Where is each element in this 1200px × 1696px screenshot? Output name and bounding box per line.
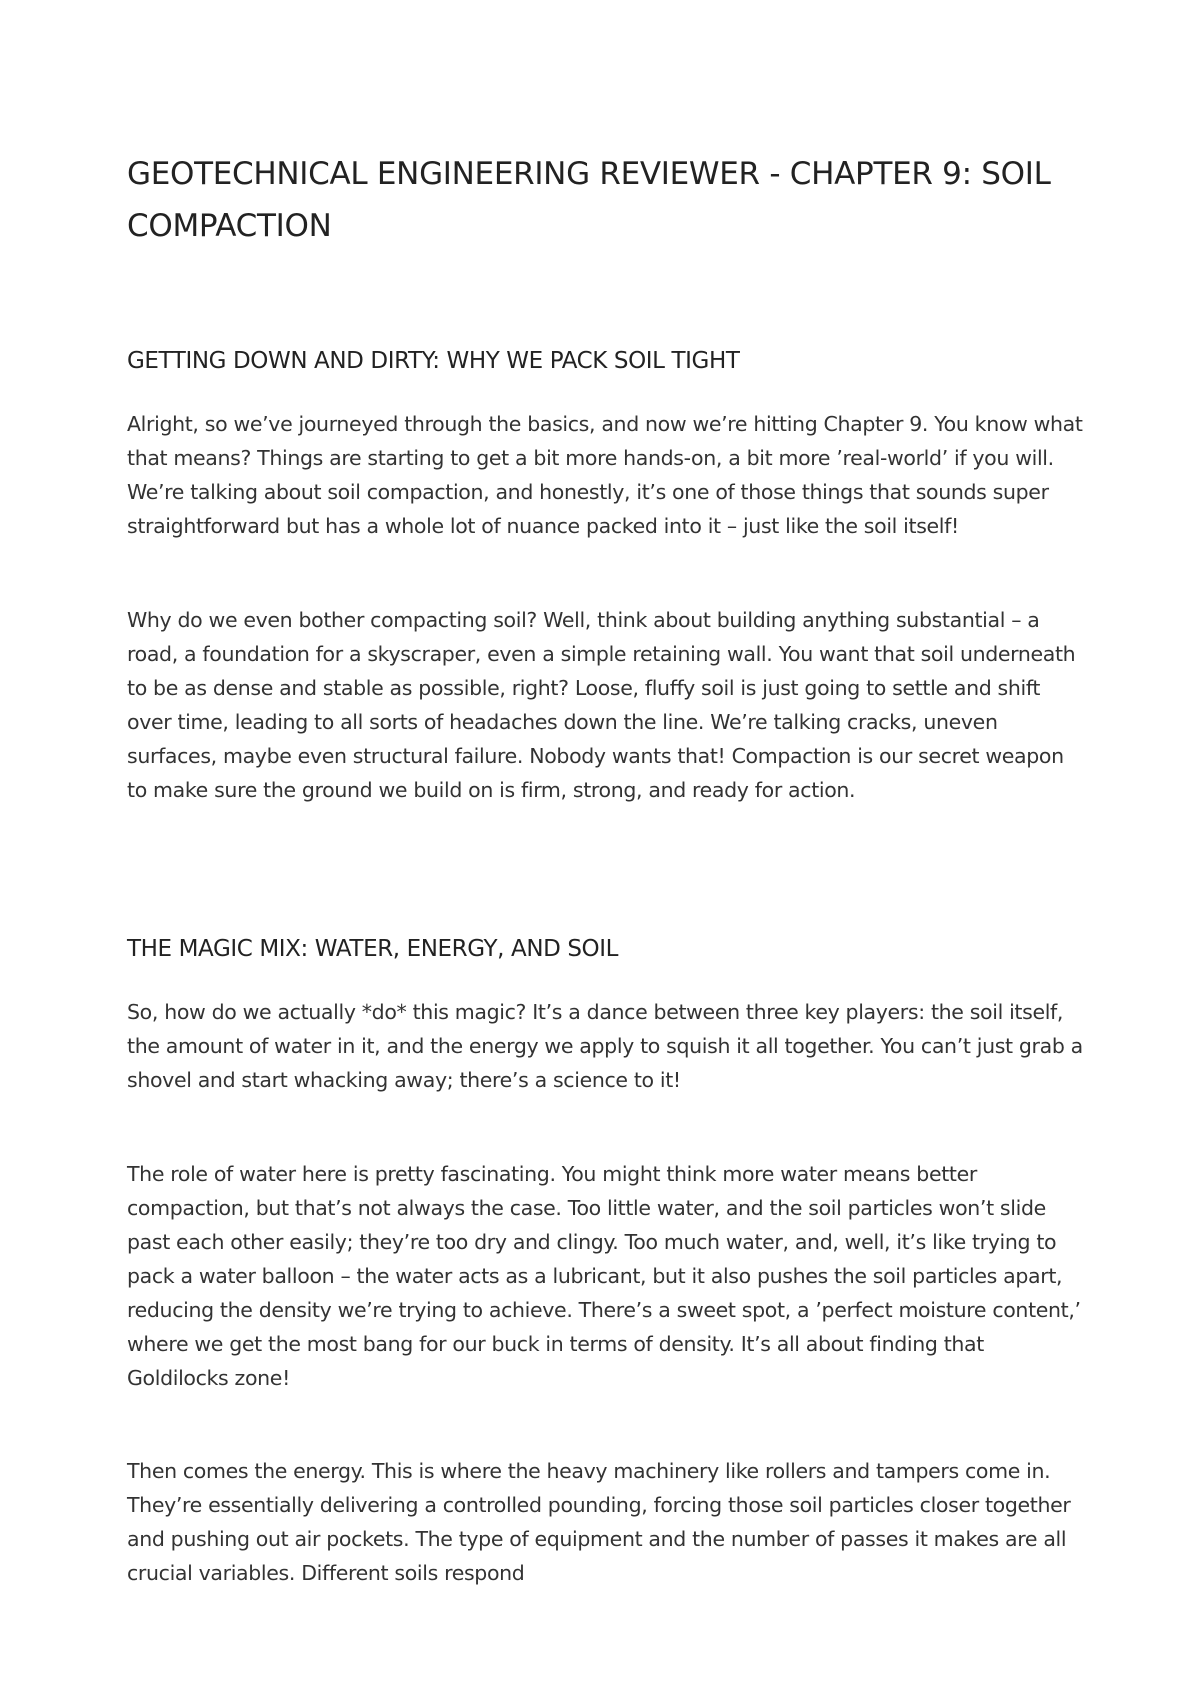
document-title: GEOTECHNICAL ENGINEERING REVIEWER - CHAPTER 9: SOIL COMPACTION [127, 156, 1051, 244]
paragraph: The role of water here is pretty fascinating. You might think more water means better compaction, but that’s not always the case. Too little water, and the soil particles won’t slide past each other easily; they’re too dry and clingy. Too much water, and, well, it’s like trying to pack a water balloon – the water acts as a lubricant, but it also pushes the soil particles apart, reducing the density we’re trying to achieve. There’s a sweet spot, a ’perfect moisture content,’ where we get the most bang for our buck in terms of density. It’s all about finding that Goldilocks zone! [127, 1162, 1081, 1390]
paragraph: Why do we even bother compacting soil? Well, think about building anything substantial – a road, a foundation for a skyscraper, even a simple retaining wall. You want that soil underneath to be as dense and stable as possible, right? Loose, fluffy soil is just going to settle and shift over time, leading to all sorts of headaches down the line. We’re talking cracks, uneven surfaces, maybe even structural failure. Nobody wants that! Compaction is our secret weapon to make sure the ground we build on is firm, strong, and ready for action. [127, 608, 1076, 802]
section-heading-why-compact: GETTING DOWN AND DIRTY: WHY WE PACK SOIL TIGHT [127, 348, 740, 374]
section-heading-magic-mix: THE MAGIC MIX: WATER, ENERGY, AND SOIL [127, 936, 619, 962]
paragraph: So, how do we actually *do* this magic? It’s a dance between three key players: the soil itself, the amount of water in it, and the energy we apply to squish it all together. You can’t just grab a shovel and start whacking away; there’s a science to it! [127, 1000, 1083, 1092]
paragraph: Alright, so we’ve journeyed through the basics, and now we’re hitting Chapter 9. You know what that means? Things are starting to get a bit more hands-on, a bit more ’real-world’ if you will. We’re talking about soil compaction, and honestly, it’s one of those things that sounds super straightforward but has a whole lot of nuance packed into it – just like the soil itself! [127, 412, 1083, 538]
paragraph: Then comes the energy. This is where the heavy machinery like rollers and tampers come in. They’re essentially delivering a controlled pounding, forcing those soil particles closer together and pushing out air pockets. The type of equipment and the number of passes it makes are all crucial variables. Different soils respond [127, 1459, 1071, 1585]
